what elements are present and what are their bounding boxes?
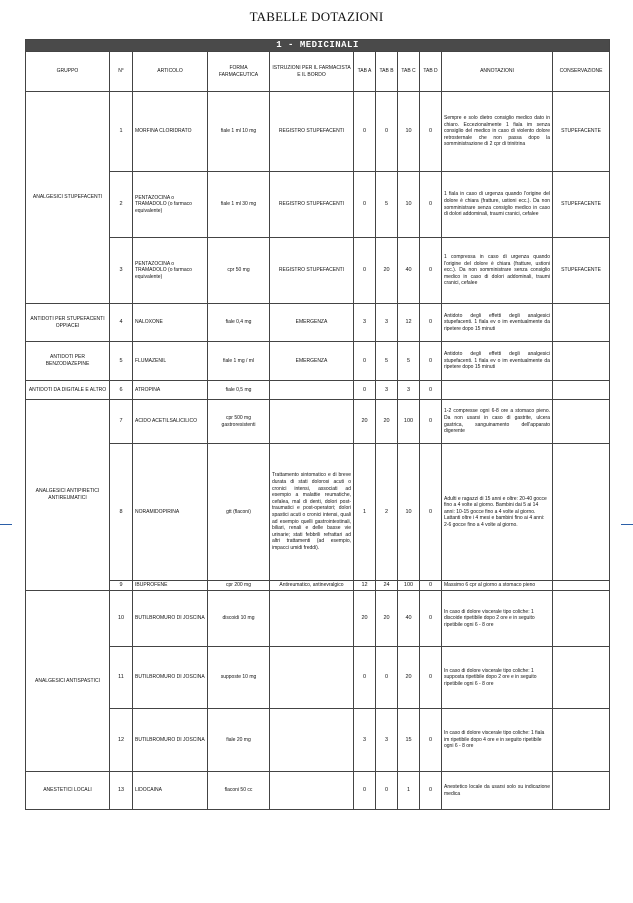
conservazione-cell — [553, 709, 610, 772]
row-number: 6 — [110, 381, 133, 400]
column-header-row — [26, 52, 610, 92]
group-cell: ANALGESICI STUPEFACENTI — [26, 92, 110, 304]
tab-b-cell: 5 — [376, 342, 398, 381]
annotazioni-cell: Massimo 6 cpr al giorno a stomaco pieno — [442, 581, 553, 591]
forma-cell: fiale 1 ml 30 mg — [208, 172, 270, 238]
forma-cell: flaconi 50 cc — [208, 772, 270, 810]
tab-d-cell: 0 — [420, 591, 442, 647]
istruzioni-cell — [270, 591, 354, 647]
articolo-cell: ATROPINA — [133, 381, 208, 400]
tab-d-cell: 0 — [420, 709, 442, 772]
forma-cell: fiale 0,5 mg — [208, 381, 270, 400]
articolo-cell: NALOXONE — [133, 304, 208, 342]
forma-cell: fiale 0,4 mg — [208, 304, 270, 342]
conservazione-cell: STUPEFACENTE — [553, 92, 610, 172]
tab-c-cell: 15 — [398, 709, 420, 772]
table-row — [26, 709, 610, 772]
tab-b-cell: 20 — [376, 591, 398, 647]
group-cell: ANESTETICI LOCALI — [26, 772, 110, 810]
tab-c-cell: 10 — [398, 172, 420, 238]
conservazione-cell — [553, 400, 610, 444]
tab-c-cell: 3 — [398, 381, 420, 400]
tab-d-cell: 0 — [420, 400, 442, 444]
articolo-cell: ACIDO ACETILSALICILICO — [133, 400, 208, 444]
tab-b-cell: 0 — [376, 92, 398, 172]
page-title: TABELLE DOTAZIONI — [249, 9, 384, 24]
tab-b-cell: 5 — [376, 172, 398, 238]
tab-c-cell: 40 — [398, 591, 420, 647]
row-number: 13 — [110, 772, 133, 810]
conservazione-cell — [553, 342, 610, 381]
table-row — [26, 92, 610, 172]
row-number: 3 — [110, 238, 133, 304]
conservazione-cell — [553, 304, 610, 342]
annotazioni-cell: Anestetico locale da usarsi solo su indicazione medica — [442, 772, 553, 810]
tab-c-cell: 100 — [398, 400, 420, 444]
header-annotazioni: ANNOTAZIONI — [442, 52, 553, 92]
tab-d-cell: 0 — [420, 647, 442, 709]
conservazione-cell — [553, 591, 610, 647]
tab-b-cell: 0 — [376, 772, 398, 810]
forma-cell: fiale 1 mg / ml — [208, 342, 270, 381]
tab-a-cell: 0 — [354, 238, 376, 304]
articolo-cell: IBUPROFENE — [133, 581, 208, 591]
tab-a-cell: 0 — [354, 172, 376, 238]
row-number: 7 — [110, 400, 133, 444]
articolo-cell: BUTILBROMURO DI JOSCINA — [133, 591, 208, 647]
row-number: 9 — [110, 581, 133, 591]
forma-cell: cpr 200 mg — [208, 581, 270, 591]
tab-c-cell: 10 — [398, 92, 420, 172]
header-tab-a: TAB A — [354, 52, 376, 92]
left-margin-mark — [0, 524, 12, 525]
header-forma: FORMA FARMACEUTICA — [208, 52, 270, 92]
articolo-cell: BUTILBROMURO DI JOSCINA — [133, 647, 208, 709]
tab-d-cell: 0 — [420, 444, 442, 581]
table-row — [26, 381, 610, 400]
table-row — [26, 581, 610, 591]
annotazioni-cell — [442, 381, 553, 400]
tab-b-cell: 3 — [376, 381, 398, 400]
istruzioni-cell: REGISTRO STUPEFACENTI — [270, 238, 354, 304]
table-row — [26, 172, 610, 238]
annotazioni-cell: 1 fiala in caso di urgenza quando l'origine del dolore è chiara (fratture, ustioni ecc.). Da non somministrare senza consiglio medico in caso di dolori addominali, traumi cranici, cefalee — [442, 172, 553, 238]
dotazioni-table — [25, 39, 610, 810]
group-cell: ANTIDOTI DA DIGITALE E ALTRO — [26, 381, 110, 400]
row-number: 2 — [110, 172, 133, 238]
forma-cell: discoidi 10 mg — [208, 591, 270, 647]
conservazione-cell: STUPEFACENTE — [553, 238, 610, 304]
tab-c-cell: 5 — [398, 342, 420, 381]
header-conservazione: CONSERVAZIONE — [553, 52, 610, 92]
table-row — [26, 591, 610, 647]
section-title: 1 - MEDICINALI — [26, 40, 610, 52]
articolo-cell: MORFINA CLORIDRATO — [133, 92, 208, 172]
articolo-cell: LIDOCAINA — [133, 772, 208, 810]
conservazione-cell — [553, 581, 610, 591]
tab-d-cell: 0 — [420, 238, 442, 304]
tab-b-cell: 20 — [376, 238, 398, 304]
tab-c-cell: 40 — [398, 238, 420, 304]
annotazioni-cell: Sempre e solo dietro consiglio medico dato in chiaro. Eccezionalmente 1 fiala im senza consiglio del medico in caso di violento dolore retrosternale che non passa dopo la somministrazione di 2 cpr di trinitrina — [442, 92, 553, 172]
row-number: 1 — [110, 92, 133, 172]
table-row — [26, 647, 610, 709]
tab-d-cell: 0 — [420, 304, 442, 342]
table-row — [26, 400, 610, 444]
annotazioni-cell: Adulti e ragazzi di 15 anni e oltre: 20-40 gocce fino a 4 volte al giorno. Bambini dai 5 ai 14 anni: 10-15 gocce fino a 4 volte al giorno. Lattanti oltre i 4 mesi e bambini fino ai 4 anni: 2-6 gocce fino a 4 volte al giorno. — [442, 444, 553, 581]
istruzioni-cell: EMERGENZA — [270, 304, 354, 342]
group-cell: ANALGESICI ANTISPASTICI — [26, 591, 110, 772]
istruzioni-cell — [270, 400, 354, 444]
tab-a-cell: 12 — [354, 581, 376, 591]
right-margin-mark — [621, 524, 633, 525]
forma-cell: fiale 1 ml 10 mg — [208, 92, 270, 172]
articolo-cell: FLUMAZENIL — [133, 342, 208, 381]
header-gruppo: GRUPPO — [26, 52, 110, 92]
row-number: 4 — [110, 304, 133, 342]
tab-b-cell: 3 — [376, 304, 398, 342]
tab-d-cell: 0 — [420, 772, 442, 810]
group-cell: ANTIDOTI PER STUPEFACENTI OPPIACEI — [26, 304, 110, 342]
row-number: 12 — [110, 709, 133, 772]
forma-cell: supposte 10 mg — [208, 647, 270, 709]
forma-cell: cpr 500 mg gastroresistenti — [208, 400, 270, 444]
tab-c-cell: 100 — [398, 581, 420, 591]
tab-b-cell: 0 — [376, 647, 398, 709]
section-header-row — [26, 40, 610, 52]
tab-a-cell: 3 — [354, 304, 376, 342]
forma-cell: fiale 20 mg — [208, 709, 270, 772]
tab-c-cell: 20 — [398, 647, 420, 709]
tab-b-cell: 20 — [376, 400, 398, 444]
annotazioni-cell: 1 compressa in caso di urgenza quando l'origine del dolore è chiara (fratture, ustioni ecc.). Da non somministrare senza consiglio medico in caso di dolori addominali, traumi cranici, cefalee — [442, 238, 553, 304]
table-row — [26, 238, 610, 304]
tab-a-cell: 20 — [354, 591, 376, 647]
tab-b-cell: 24 — [376, 581, 398, 591]
tab-a-cell: 3 — [354, 709, 376, 772]
annotazioni-cell: 1-2 compresse ogni 6-8 ore a stomaco pieno. Da non usarsi in caso di gastrite, ulcera gastrica, sanguinamento dell'apparato digerente — [442, 400, 553, 444]
header-tab-b: TAB B — [376, 52, 398, 92]
tab-a-cell: 0 — [354, 381, 376, 400]
conservazione-cell — [553, 444, 610, 581]
istruzioni-cell: Trattamento sintomatico e di breve durata di stati dolorosi acuti o cronici intensi, associati ad esempio a malattie reumatiche, cefalea, mal di denti, dolori post-traumatici e post-operatori; dolori spastici acuti o cronici intensi, quali ad esempio quelli gastrointestinali, biliari, renali e delle basse vie urinarie; stati febbrili refrattari ad altri trattamenti (ad esempio, impacci umidi freddi). — [270, 444, 354, 581]
articolo-cell: NORAMIDOPIRINA — [133, 444, 208, 581]
table-row — [26, 772, 610, 810]
conservazione-cell — [553, 381, 610, 400]
tab-c-cell: 12 — [398, 304, 420, 342]
annotazioni-cell: In caso di dolore viscerale tipo coliche: 1 fiala im ripetibile dopo 4 ore e in seguito ripetibile ogni 6 - 8 ore — [442, 709, 553, 772]
istruzioni-cell: REGISTRO STUPEFACENTI — [270, 172, 354, 238]
istruzioni-cell — [270, 709, 354, 772]
row-number: 10 — [110, 591, 133, 647]
tab-c-cell: 10 — [398, 444, 420, 581]
istruzioni-cell: Antireumatico, antinevralgico — [270, 581, 354, 591]
articolo-cell: PENTAZOCINA o TRAMADOLO (o farmaco equivalente) — [133, 238, 208, 304]
conservazione-cell: STUPEFACENTE — [553, 172, 610, 238]
row-number: 11 — [110, 647, 133, 709]
table-row — [26, 342, 610, 381]
tab-a-cell: 0 — [354, 772, 376, 810]
tab-d-cell: 0 — [420, 381, 442, 400]
annotazioni-cell: In caso di dolore viscerale tipo coliche: 1 discoide ripetibile dopo 2 ore e in seguito ripetibile ogni 6 - 8 ore — [442, 591, 553, 647]
group-cell: ANALGESICI ANTIPIRETICI ANTIREUMATICI — [26, 400, 110, 591]
tab-a-cell: 0 — [354, 342, 376, 381]
tab-a-cell: 1 — [354, 444, 376, 581]
row-number: 5 — [110, 342, 133, 381]
tab-c-cell: 1 — [398, 772, 420, 810]
articolo-cell: BUTILBROMURO DI JOSCINA — [133, 709, 208, 772]
tab-d-cell: 0 — [420, 92, 442, 172]
tab-d-cell: 0 — [420, 172, 442, 238]
forma-cell: cpr 50 mg — [208, 238, 270, 304]
tab-d-cell: 0 — [420, 342, 442, 381]
header-numero: N° — [110, 52, 133, 92]
row-number: 8 — [110, 444, 133, 581]
annotazioni-cell: Antidoto degli effetti degli analgesici stupefacenti. 1 fiala ev o im eventualmente da ripetere dopo 15 minuti — [442, 342, 553, 381]
table-row — [26, 444, 610, 581]
articolo-cell: PENTAZOCINA o TRAMADOLO (o farmaco equivalente) — [133, 172, 208, 238]
group-cell: ANTIDOTI PER BENZODIAZEPINE — [26, 342, 110, 381]
tab-a-cell: 20 — [354, 400, 376, 444]
tab-b-cell: 3 — [376, 709, 398, 772]
tab-a-cell: 0 — [354, 647, 376, 709]
istruzioni-cell — [270, 772, 354, 810]
istruzioni-cell — [270, 647, 354, 709]
forma-cell: gtt (flaconi) — [208, 444, 270, 581]
istruzioni-cell: EMERGENZA — [270, 342, 354, 381]
header-tab-c: TAB C — [398, 52, 420, 92]
header-articolo: ARTICOLO — [133, 52, 208, 92]
conservazione-cell — [553, 647, 610, 709]
tab-b-cell: 2 — [376, 444, 398, 581]
istruzioni-cell — [270, 381, 354, 400]
conservazione-cell — [553, 772, 610, 810]
istruzioni-cell: REGISTRO STUPEFACENTI — [270, 92, 354, 172]
tab-a-cell: 0 — [354, 92, 376, 172]
header-istruzioni: ISTRUZIONI PER IL FARMACISTA E IL BORDO — [270, 52, 354, 92]
annotazioni-cell: Antidoto degli effetti degli analgesici stupefacenti. 1 fiala ev o im eventualmente da ripetere dopo 15 minuti — [442, 304, 553, 342]
header-tab-d: TAB D — [420, 52, 442, 92]
annotazioni-cell: In caso di dolore viscerale tipo coliche: 1 supposta ripetibile dopo 2 ore e in seguito ripetibile ogni 6 - 8 ore — [442, 647, 553, 709]
tab-d-cell: 0 — [420, 581, 442, 591]
table-row — [26, 304, 610, 342]
